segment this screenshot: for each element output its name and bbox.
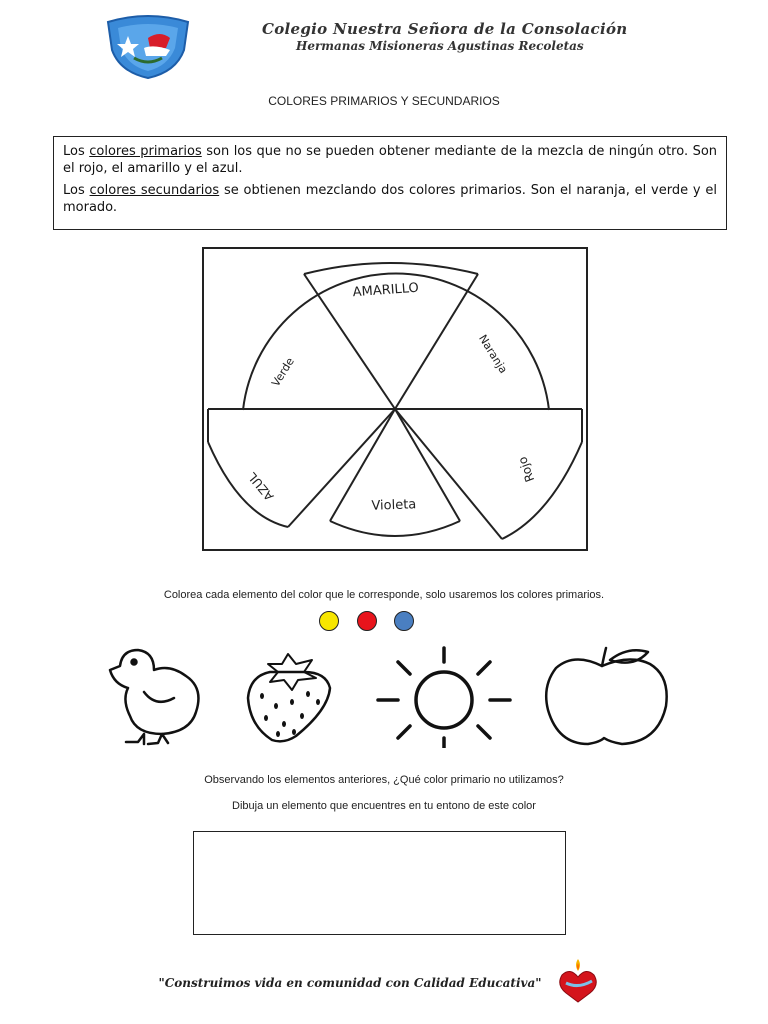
- school-subtitle: Hermanas Misioneras Agustinas Recoletas: [296, 39, 584, 53]
- drawing-answer-box[interactable]: [193, 831, 566, 935]
- sacred-heart-icon: [556, 955, 600, 1003]
- wheel-label-violeta: Violeta: [371, 497, 417, 514]
- blue-color-dot: [395, 612, 414, 631]
- red-color-dot: [358, 612, 377, 631]
- school-shield-logo: [104, 14, 192, 80]
- primary-color-palette: [318, 610, 428, 632]
- sun-drawing: [378, 648, 510, 748]
- primary-colors-term: colores primarios: [89, 144, 202, 159]
- unused-color-question: Observando los elementos anteriores, ¿Qué color primario no utilizamos?: [204, 774, 564, 786]
- definition-box: [53, 136, 727, 230]
- drawing-prompt: Dibuja un elemento que encuentres en tu entono de este color: [232, 800, 536, 812]
- footer-motto: "Construimos vida en comunidad con Calidad Educativa": [158, 976, 542, 990]
- wheel-label-naranja: Naranja: [476, 332, 510, 376]
- wheel-label-rojo: Rojo: [515, 454, 538, 484]
- wheel-label-verde: Verde: [269, 355, 297, 389]
- wheel-label-amarillo: AMARILLO: [352, 280, 420, 301]
- yellow-color-dot: [320, 612, 339, 631]
- coloring-instruction: Colorea cada elemento del color que le corresponde, solo usaremos los colores primarios.: [163, 589, 605, 601]
- school-name: Colegio Nuestra Señora de la Consolación: [262, 20, 628, 38]
- primary-colors-definition: Los colores primarios son los que no se pueden obtener mediante de la mezcla de ningún otro. Son el rojo, el amarillo y el azul.: [63, 144, 718, 176]
- strawberry-drawing: [248, 654, 330, 741]
- apple-drawing: [546, 648, 666, 744]
- wheel-label-azul: AZUL: [245, 469, 277, 504]
- worksheet-title: COLORES PRIMARIOS Y SECUNDARIOS: [268, 94, 500, 108]
- chick-drawing: [110, 650, 198, 744]
- secondary-colors-definition: Los colores secundarios se obtienen mezclando dos colores primarios. Son el naranja, el verde y el morado.: [63, 183, 717, 215]
- color-wheel: [200, 246, 590, 552]
- secondary-colors-term: colores secundarios: [89, 183, 220, 198]
- coloring-drawings: [100, 642, 680, 748]
